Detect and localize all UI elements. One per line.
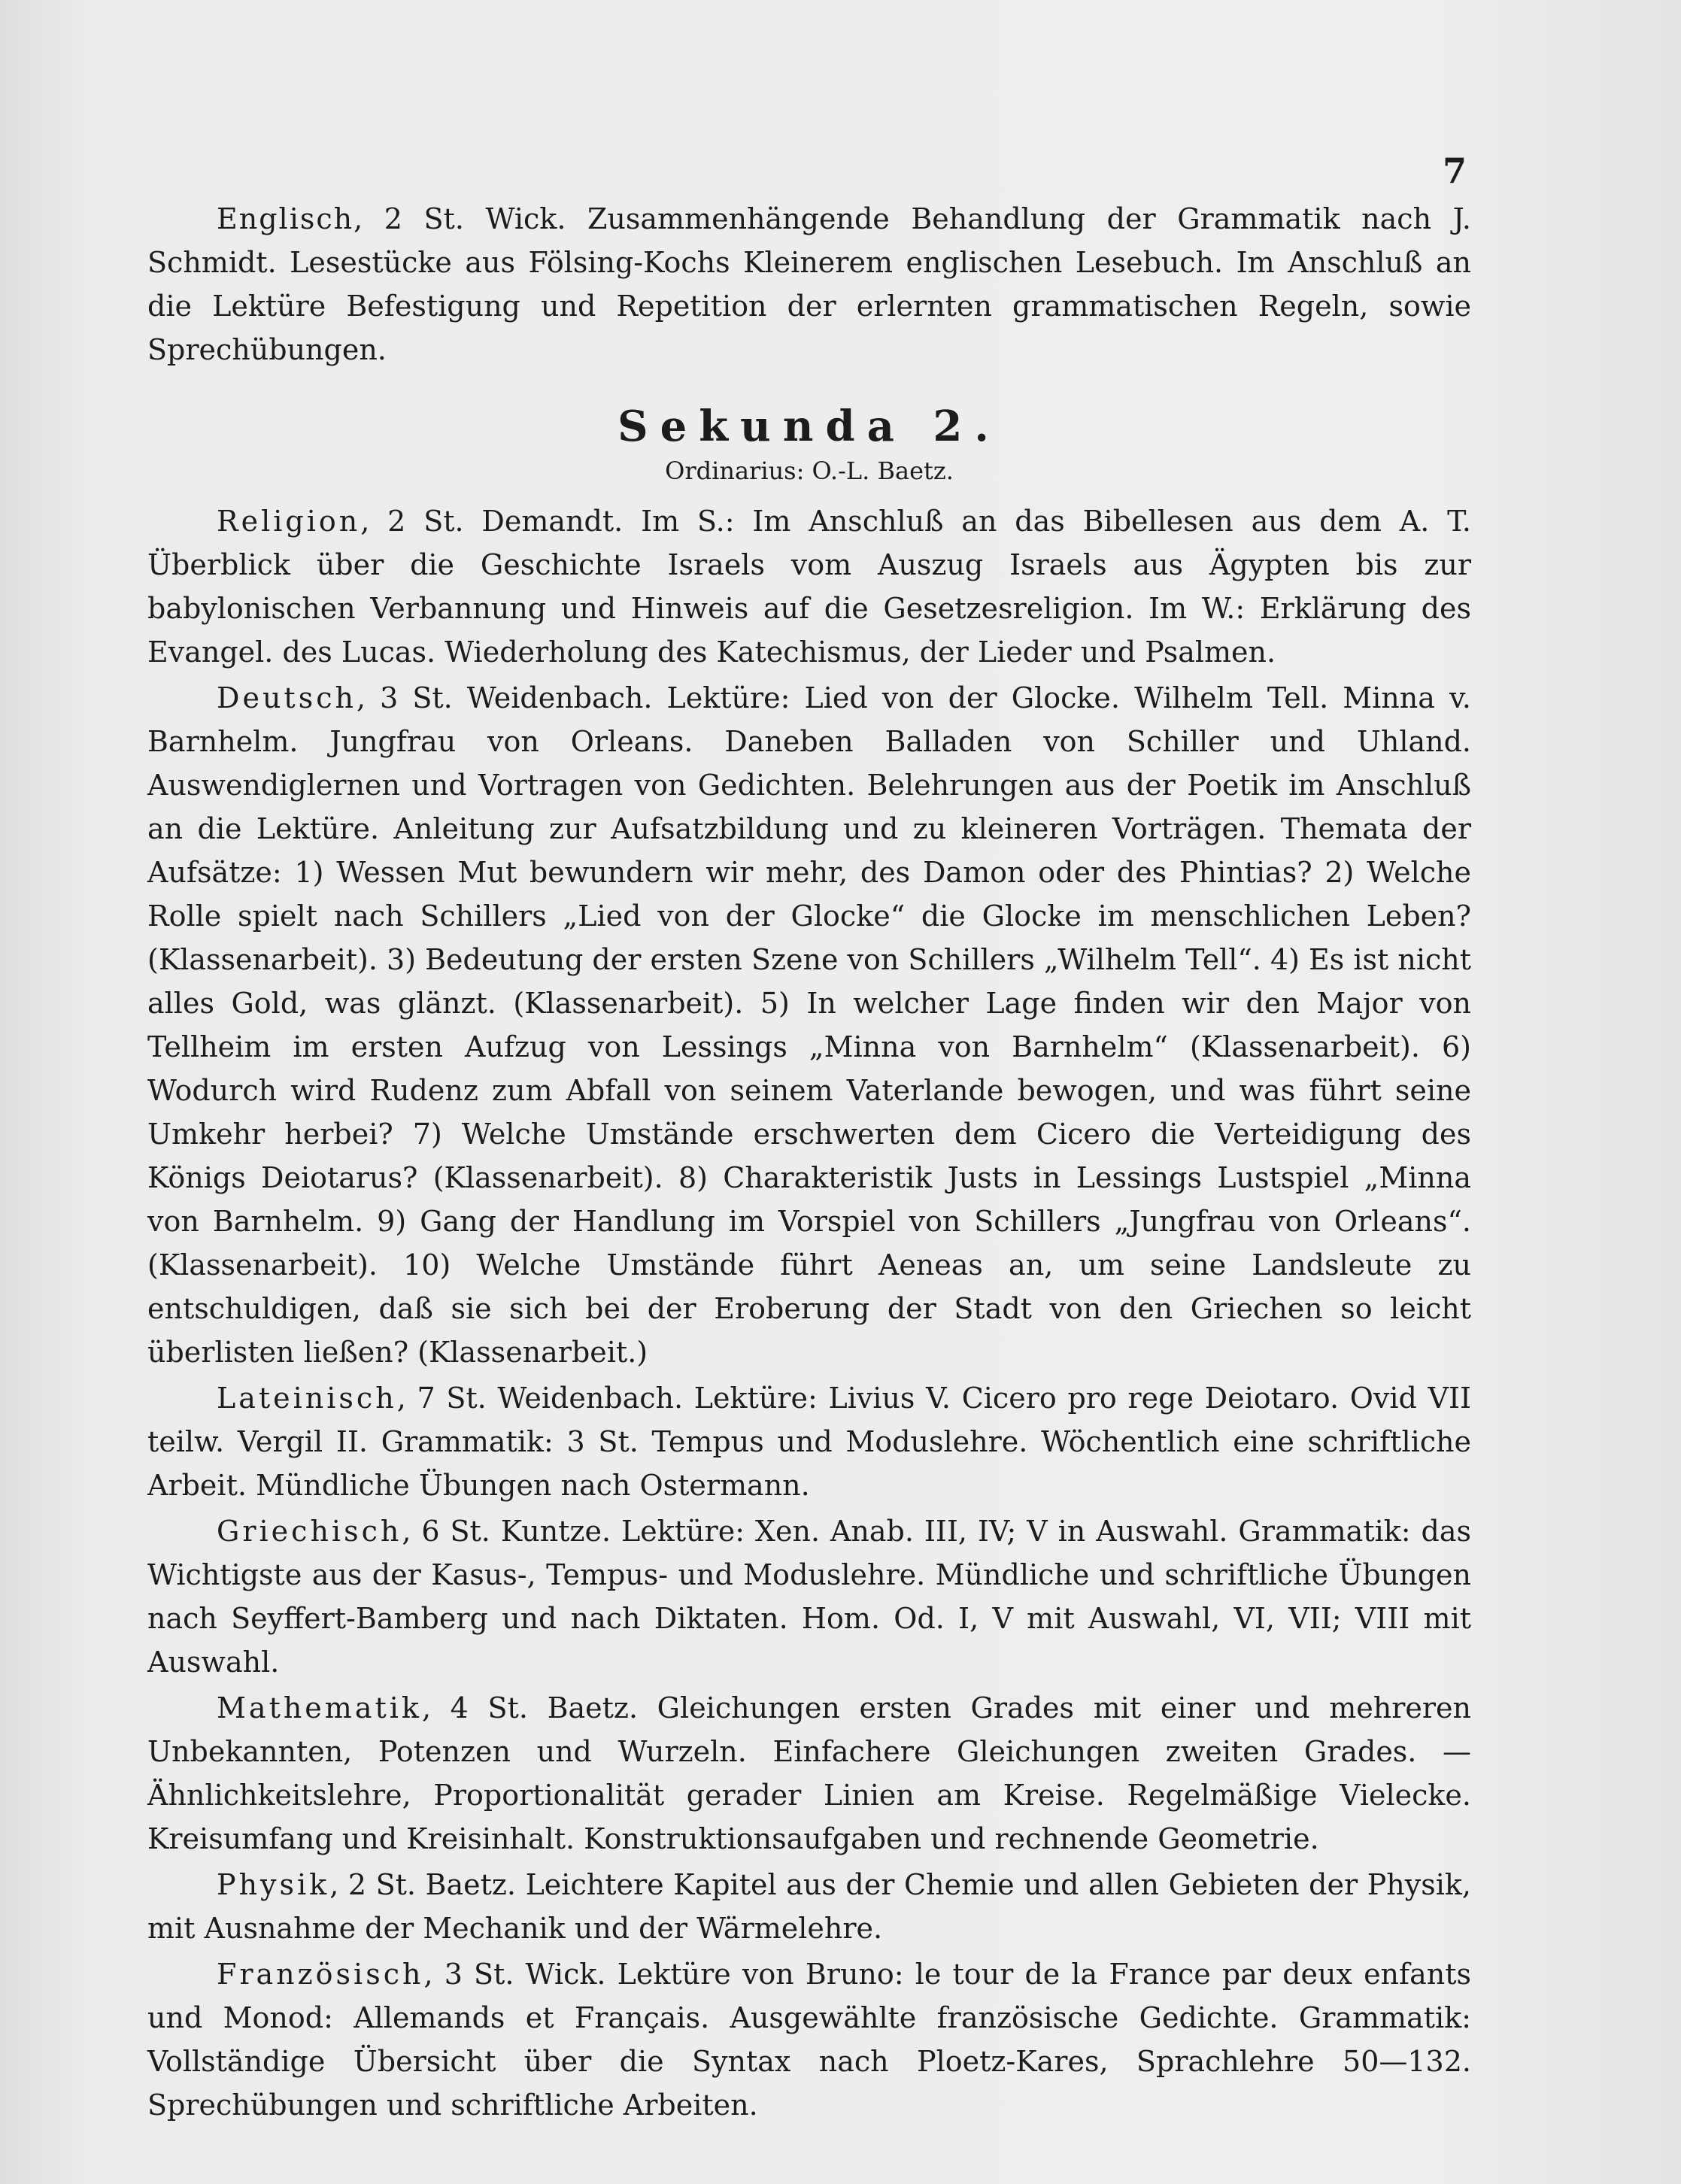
paragraph-physik: [147, 1863, 1471, 1950]
paragraph-deutsch: [147, 676, 1471, 1374]
subject-text: , 7 St. Weidenbach. Lektüre: Livius V. Cicero pro rege Deiotaro. Ovid VII teilw. Vergil II. Grammatik: 3 St. Tempus und Moduslehre. Wöchentlich eine schriftliche Arbeit. Mündliche Übungen nach Ostermann.: [147, 1382, 1471, 1502]
page-number: 7: [1443, 150, 1467, 191]
subject-text: , 2 St. Wick. Zusammenhängende Behandlung der Grammatik nach J. Schmidt. Lesestücke aus Fölsing-Kochs Kleinerem englischen Lesebuch. Im Anschluß an die Lektüre Befestigung und Repetition der erlernten grammatischen Regeln, sowie Sprechübungen.: [147, 202, 1471, 366]
paragraph-religion: [147, 499, 1471, 674]
subject-name: Mathematik: [217, 1691, 422, 1724]
subject-name: Deutsch: [217, 681, 357, 714]
subject-name: Griechisch: [217, 1515, 402, 1548]
paragraph-franzoesisch: [147, 1952, 1471, 2127]
paragraph-mathematik: [147, 1686, 1471, 1861]
subject-text: , 2 St. Demandt. Im S.: Im Anschluß an das Bibellesen aus dem A. T. Überblick über die Geschichte Israels vom Auszug Israels aus Ägypten bis zur babylonischen Verbannung und Hinweis auf die Gesetzesreligion. Im W.: Erklärung des Evangel. des Lucas. Wiederholung des Katechismus, der Lieder und Psalmen.: [147, 505, 1471, 669]
paragraph-lateinisch: [147, 1376, 1471, 1507]
subject-name: Physik: [217, 1868, 330, 1901]
subject-text: , 3 St. Wick. Lektüre von Bruno: le tour de la France par deux enfants und Monod: Allemands et Français. Ausgewählte französische Gedichte. Grammatik: Vollständige Übersicht über die Syntax nach Ploetz-Kares, Sprachlehre 50—132. Sprechübungen und schriftliche Arbeiten.: [147, 1958, 1471, 2122]
paragraph-griechisch: [147, 1509, 1471, 1684]
subject-name: Lateinisch: [217, 1382, 397, 1415]
section-subtitle: Ordinarius: O.-L. Baetz.: [665, 457, 954, 485]
subject-name: Französisch: [217, 1958, 424, 1991]
subject-name: Religion: [217, 505, 361, 538]
subject-text: , 4 St. Baetz. Gleichungen ersten Grades mit einer und mehreren Unbekannten, Potenzen und Wurzeln. Einfachere Gleichungen zweiten Grades. — Ähnlichkeitslehre, Proportionalität gerader Linien am Kreise. Regelmäßige Vielecke. Kreisumfang und Kreisinhalt. Konstruktionsaufgaben und rechnende Geometrie.: [147, 1691, 1471, 1855]
section-title: Sekunda 2.: [617, 402, 1001, 451]
page-content: [147, 197, 1471, 2129]
paragraph-englisch: [147, 197, 1471, 372]
subject-text: , 2 St. Baetz. Leichtere Kapitel aus der Chemie und allen Gebieten der Physik, mit Ausnahme der Mechanik und der Wärmelehre.: [147, 1868, 1471, 1945]
subject-text: , 3 St. Weidenbach. Lektüre: Lied von der Glocke. Wilhelm Tell. Minna v. Barnhelm. Jungfrau von Orleans. Daneben Balladen von Schiller und Uhland. Auswendiglernen und Vortragen von Gedichten. Belehrungen aus der Poetik im Anschluß an die Lektüre. Anleitung zur Aufsatzbildung und zu kleineren Vorträgen. Themata der Aufsätze: 1) Wessen Mut bewundern wir mehr, des Damon oder des Phintias? 2) Welche Rolle spielt nach Schillers „Lied von der Glocke“ die Glocke im menschlichen Leben? (Klassenarbeit). 3) Bedeutung der ersten Szene von Schillers „Wilhelm Tell“. 4) Es ist nicht alles Gold, was glänzt. (Klassenarbeit). 5) In welcher Lage finden wir den Major von Tellheim im ersten Aufzug von Lessings „Minna von Barnhelm“ (Klassenarbeit). 6) Wodurch wird Rudenz zum Abfall von seinem Vaterlande bewogen, und was führt seine Umkehr herbei? 7) Welche Umstände erschwerten dem Cicero die Verteidigung des Königs Deiotarus? (Klassenarbeit). 8) Charakteristik Justs in Lessings Lustspiel „Minna von Barnhelm. 9) Gang der Handlung im Vorspiel von Schillers „Jungfrau von Orleans“. (Klassenarbeit). 10) Welche Umstände führt Aeneas an, um seine Landsleute zu entschuldigen, daß sie sich bei der Eroberung der Stadt von den Griechen so leicht überlisten ließen? (Klassenarbeit.): [147, 681, 1472, 1369]
subject-text: , 6 St. Kuntze. Lektüre: Xen. Anab. III, IV; V in Auswahl. Grammatik: das Wichtigste aus der Kasus-, Tempus- und Moduslehre. Mündliche und schriftliche Übungen nach Seyffert-Bamberg und nach Diktaten. Hom. Od. I, V mit Auswahl, VI, VII; VIII mit Auswahl.: [147, 1515, 1471, 1679]
subject-name: Englisch: [217, 202, 354, 235]
